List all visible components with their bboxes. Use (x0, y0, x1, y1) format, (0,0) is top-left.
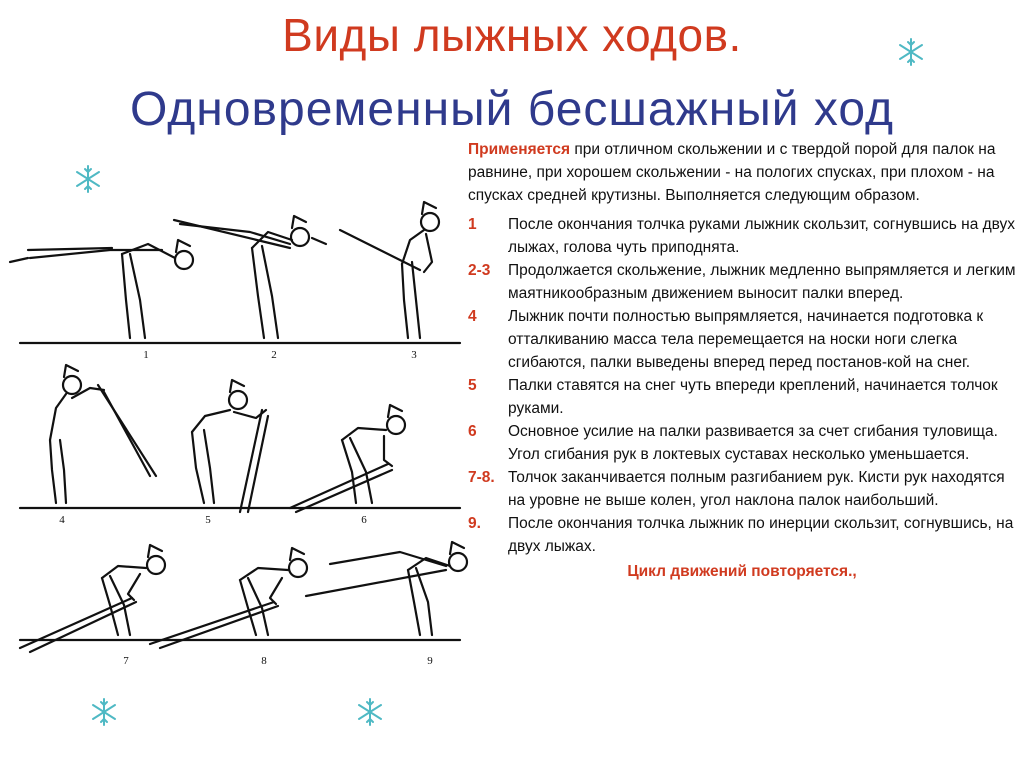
step-number: 2-3 (468, 262, 491, 279)
skier-drawing (0, 0, 470, 768)
skier-figure-3 (340, 202, 439, 338)
step-number: 7-8. (468, 469, 495, 486)
skier-figure-1 (10, 240, 193, 338)
step-number: 1 (468, 216, 477, 233)
step-text: Толчок заканчивается полным разгибанием рук. Кисти рук находятся на уровне не выше колен, угол наклона палок наибольший. (508, 469, 1005, 509)
figure-number: 5 (205, 514, 211, 526)
figure-number: 2 (271, 349, 277, 361)
skier-figure-2 (174, 216, 326, 338)
skier-figure-7 (20, 545, 165, 652)
figure-number: 8 (261, 655, 267, 667)
skier-figure-4 (50, 365, 156, 503)
figure-number: 6 (361, 514, 367, 526)
step-item (468, 305, 1016, 374)
figure-number: 7 (123, 655, 129, 667)
step-number: 9. (468, 515, 481, 532)
step-number: 6 (468, 423, 477, 440)
step-item (468, 213, 1016, 259)
step-item (468, 466, 1016, 512)
skier-figure-6 (290, 405, 405, 512)
skier-figure-8 (150, 548, 307, 648)
description-text (468, 138, 1016, 583)
figure-number: 4 (59, 514, 65, 526)
intro-highlight: Применяется (468, 141, 571, 158)
cycle-repeats-text: Цикл движений повторяется., (627, 563, 857, 580)
snowflake-icon (895, 36, 927, 68)
skier-figure-5 (192, 380, 268, 512)
intro-text: при отличном скольжении и с твердой порой для палок на равнине, при хорошем скольжении - на пологих спусках, при плохом - на спусках средней крутизны. Выполняется следующим образом. (468, 141, 996, 204)
figure-number: 1 (143, 349, 149, 361)
step-item (468, 420, 1016, 466)
step-text: Лыжник почти полностью выпрямляется, начинается подготовка к отталкиванию масса тела перемещается на носки ноги слегка сгибаются, палки выведены вперед перед постанов-кой на снег. (508, 308, 984, 371)
title-line1: Виды лыжных ходов. (282, 9, 742, 61)
step-item (468, 512, 1016, 558)
step-text: Основное усилие на палки развивается за счет сгибания туловища. Угол сгибания рук в локтевых суставах несколько уменьшается. (508, 423, 998, 463)
intro-paragraph (468, 138, 1016, 207)
step-text: После окончания толчка руками лыжник скользит, согнувшись на двух лыжах, голова чуть приподнята. (508, 216, 1016, 256)
step-item (468, 259, 1016, 305)
step-text: После окончания толчка лыжник по инерции скользит, согнувшись, на двух лыжах. (508, 515, 1014, 555)
figure-number: 3 (411, 349, 417, 361)
step-number: 5 (468, 377, 477, 394)
step-item (468, 374, 1016, 420)
step-number: 4 (468, 308, 477, 325)
figure-number: 9 (427, 655, 433, 667)
skier-figure-9 (306, 542, 467, 635)
title-line2: Одновременный бесшажный ход (130, 83, 894, 136)
step-text: Продолжается скольжение, лыжник медленно выпрямляется и легким маятникообразным движением выносит палки вперед. (508, 262, 1016, 302)
step-text: Палки ставятся на снег чуть впереди креплений, начинается толчок руками. (508, 377, 998, 417)
